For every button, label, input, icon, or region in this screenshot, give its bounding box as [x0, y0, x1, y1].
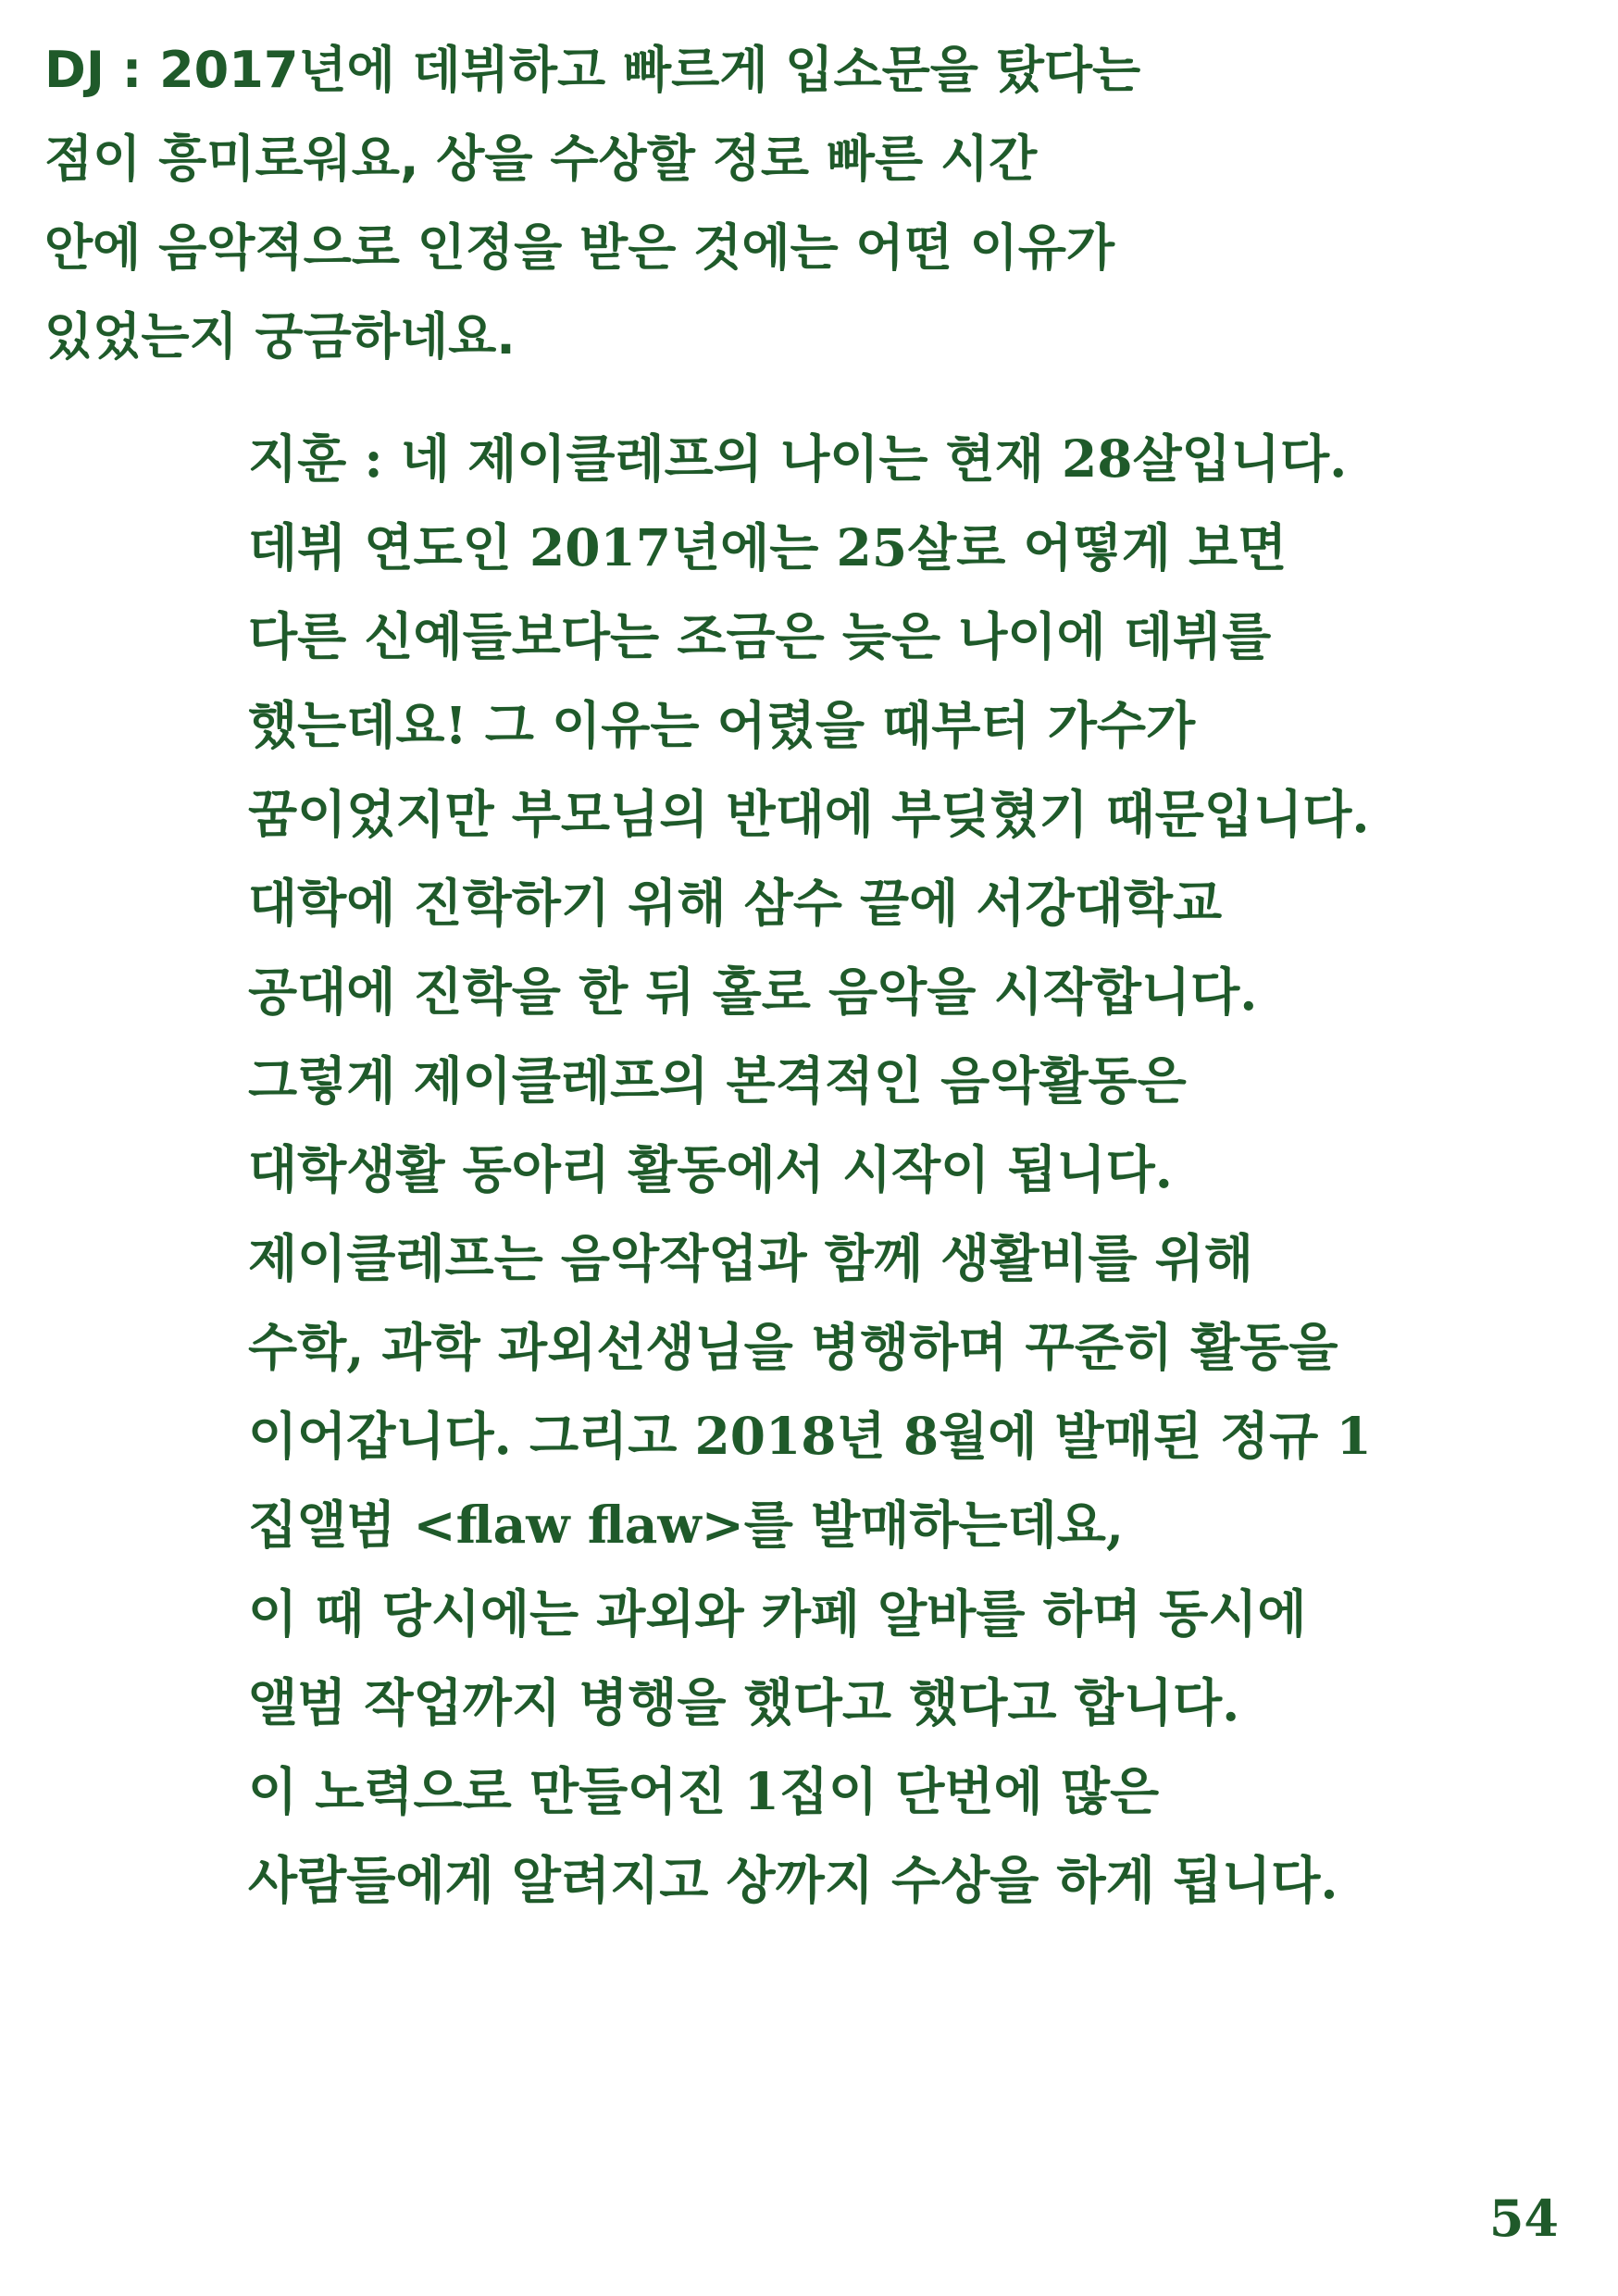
- answer-line: 제이클레프는 음악작업과 함께 생활비를 위해: [248, 1228, 1254, 1288]
- answer-line: 그렇게 제이클레프의 본격적인 음악활동은: [248, 1050, 1187, 1111]
- answer-line: 꿈이었지만 부모님의 반대에 부딪혔기 때문입니다.: [248, 784, 1370, 844]
- question-line: 점이 흥미로워요, 상을 수상할 정로 빠른 시간: [44, 130, 1038, 188]
- answer-line: 사람들에게 알려지고 상까지 수상을 하게 됩니다.: [248, 1850, 1338, 1910]
- answer-line: 이어갑니다. 그리고 2018년 8월에 발매된 정규 1: [248, 1406, 1372, 1466]
- dj-question: [44, 26, 1544, 381]
- jihoon-answer: [248, 415, 1562, 1925]
- answer-line: 다른 신예들보다는 조금은 늦은 나이에 데뷔를: [248, 606, 1272, 666]
- answer-line: 이 때 당시에는 과외와 카페 알바를 하며 동시에: [248, 1583, 1307, 1644]
- answer-line: 했는데요! 그 이유는 어렸을 때부터 가수가: [248, 695, 1196, 755]
- answer-line: 대학생활 동아리 활동에서 시작이 됩니다.: [248, 1139, 1173, 1199]
- answer-line: 이 노력으로 만들어진 1집이 단번에 많은: [248, 1761, 1160, 1821]
- answer-line: 집앨범 <flaw flaw>를 발매하는데요,: [248, 1495, 1125, 1555]
- answer-line: 수학, 과학 과외선생님을 병행하며 꾸준히 활동을: [248, 1317, 1338, 1377]
- page-number: 54: [1488, 2189, 1559, 2248]
- answer-line: 앨범 작업까지 병행을 했다고 했다고 합니다.: [248, 1672, 1240, 1732]
- question-line: DJ : 2017년에 데뷔하고 빠르게 입소문을 탔다는: [44, 41, 1141, 99]
- answer-line: 공대에 진학을 한 뒤 홀로 음악을 시작합니다.: [248, 962, 1258, 1022]
- answer-line: 데뷔 연도인 2017년에는 25살로 어떻게 보면: [248, 517, 1288, 577]
- question-line: 있었는지 궁금하네요.: [44, 307, 516, 366]
- answer-line: 대학에 진학하기 위해 삼수 끝에 서강대학교: [248, 873, 1223, 933]
- question-line: 안에 음악적으로 인정을 받은 것에는 어떤 이유가: [44, 218, 1115, 277]
- answer-line: 지훈 : 네 제이클레프의 나이는 현재 28살입니다.: [248, 428, 1348, 489]
